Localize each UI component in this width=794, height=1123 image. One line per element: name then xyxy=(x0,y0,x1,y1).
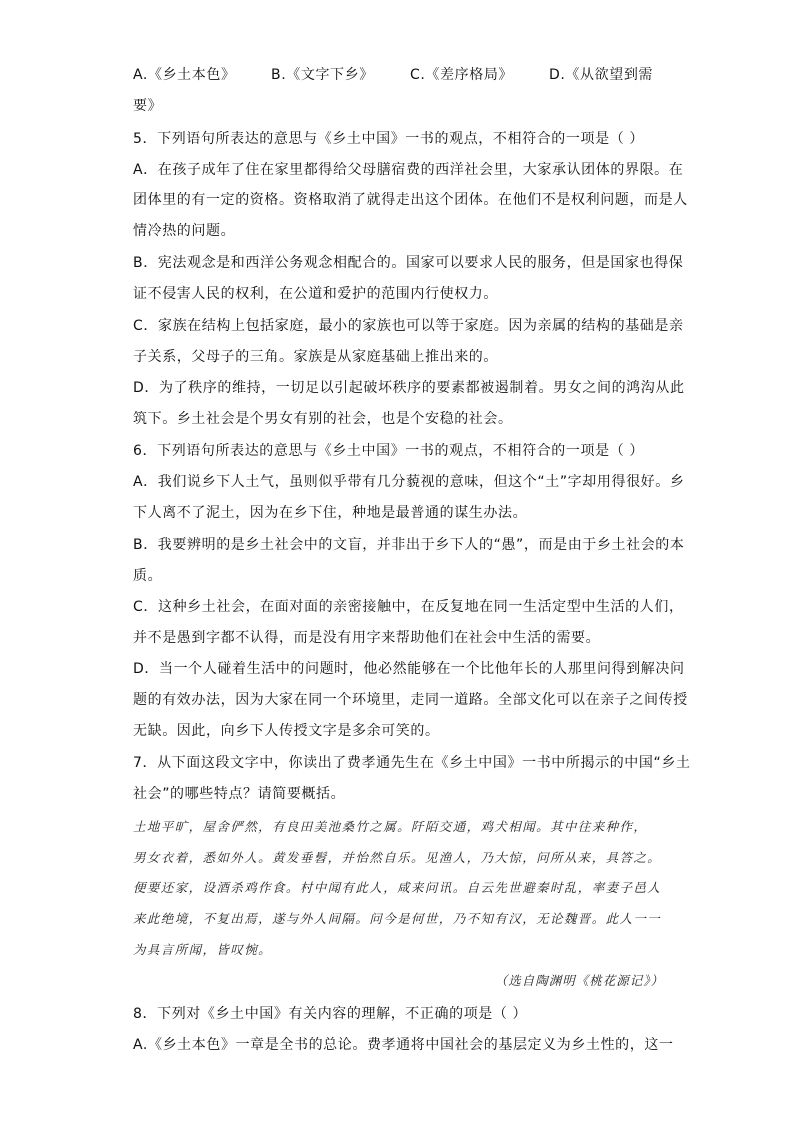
question-7-stem: 7．从下面这段文字中，你读出了费孝通先生在《乡土中国》一书中所揭示的中国“乡土 xyxy=(133,755,691,771)
option-d: D.《从欲望到需 xyxy=(549,67,654,83)
question-5-line: A．在孩子成年了住在家里都得给父母膳宿费的西洋社会里，大家承认团体的界限。在 xyxy=(133,162,684,178)
quote-line: 便要还家，设酒杀鸡作食。村中闻有此人，咸来问讯。自云先世避秦时乱，率妻子邑人 xyxy=(133,880,662,895)
question-6-line: 下人离不了泥土，因为在乡下住，种地是最普通的谋生办法。 xyxy=(133,505,528,521)
question-6-line: 题的有效办法，因为大家在同一个环境里，走同一道路。全部文化可以在亲子之间传授 xyxy=(133,692,688,708)
option-b: B.《文字下乡》 xyxy=(271,67,374,83)
question-5-line: 证不侵害人民的权利，在公道和爱护的范围内行使权力。 xyxy=(133,286,498,302)
option-c: C.《差序格局》 xyxy=(410,67,514,83)
question-6-line: A．我们说乡下人土气，虽则似乎带有几分藐视的意味，但这个“土”字却用得很好。乡 xyxy=(133,474,685,490)
question-6-line: D．当一个人碰着生活中的问题时，他必然能够在一个比他年长的人那里问得到解决问 xyxy=(133,661,685,677)
option-d-continuation: 要》 xyxy=(133,98,163,114)
question-5-stem: 5．下列语句所表达的意思与《乡土中国》一书的观点，不相符合的一项是（ ） xyxy=(133,131,644,147)
question-5-line: 情冷热的问题。 xyxy=(133,223,236,239)
question-6-line: 并不是愚到字都不认得，而是没有用字来帮助他们在社会中生活的需要。 xyxy=(133,630,601,646)
question-5-line: D．为了秩序的维持，一切足以引起破坏秩序的要素都被遏制着。男女之间的鸿沟从此 xyxy=(133,380,685,396)
question-8-option-a: A.《乡土本色》一章是全书的总论。费孝通将中国社会的基层定义为乡土性的，这一 xyxy=(133,1037,674,1053)
answer-options-row xyxy=(133,64,663,86)
quote-line: 土地平旷，屋舍俨然，有良田美池桑竹之属。阡陌交通，鸡犬相闻。其中往来种作， xyxy=(133,819,648,834)
question-6-line: B．我要辨明的是乡土社会中的文盲，并非出于乡下人的“愚”，而是由于乡土社会的本 xyxy=(133,537,685,553)
quote-line: 为具言所闻，皆叹惋。 xyxy=(133,942,273,957)
question-5-line: 子关系，父母子的三角。家族是从家庭基础上推出来的。 xyxy=(133,349,498,365)
question-5-line: 团体里的有一定的资格。资格取消了就得走出这个团体。在他们不是权利问题，而是人 xyxy=(133,192,688,208)
quote-line: 来此绝境，不复出焉，遂与外人间隔。问今是何世，乃不知有汉，无论魏晋。此人一一 xyxy=(133,911,662,926)
question-7-stem: 社会”的哪些特点？请简要概括。 xyxy=(133,786,346,802)
question-5-line: C．家族在结构上包括家庭，最小的家族也可以等于家庭。因为亲属的结构的基础是亲 xyxy=(133,318,684,334)
question-5-line: B．宪法观念是和西洋公务观念相配合的。国家可以要求人民的服务，但是国家也得保 xyxy=(133,255,684,271)
question-8-stem: 8．下列对《乡土中国》有关内容的理解，不正确的项是（ ） xyxy=(133,1006,528,1022)
question-6-stem: 6．下列语句所表达的意思与《乡土中国》一书的观点，不相符合的一项是（ ） xyxy=(133,443,644,459)
question-5-line: 筑下。乡土社会是个男女有别的社会，也是个安稳的社会。 xyxy=(133,411,513,427)
quote-line: 男女衣着，悉如外人。黄发垂髫，并怡然自乐。见渔人，乃大惊，问所从来，具答之。 xyxy=(133,850,662,865)
question-6-line: 无缺。因此，向乡下人传授文字是多余可笑的。 xyxy=(133,723,440,739)
quote-source: （选自陶渊明《桃花源记》） xyxy=(494,973,664,988)
question-6-line: 质。 xyxy=(133,568,163,584)
option-a: A.《乡土本色》 xyxy=(133,67,236,83)
question-6-line: C．这种乡土社会，在面对面的亲密接触中，在反复地在同一生活定型中生活的人们， xyxy=(133,599,684,615)
